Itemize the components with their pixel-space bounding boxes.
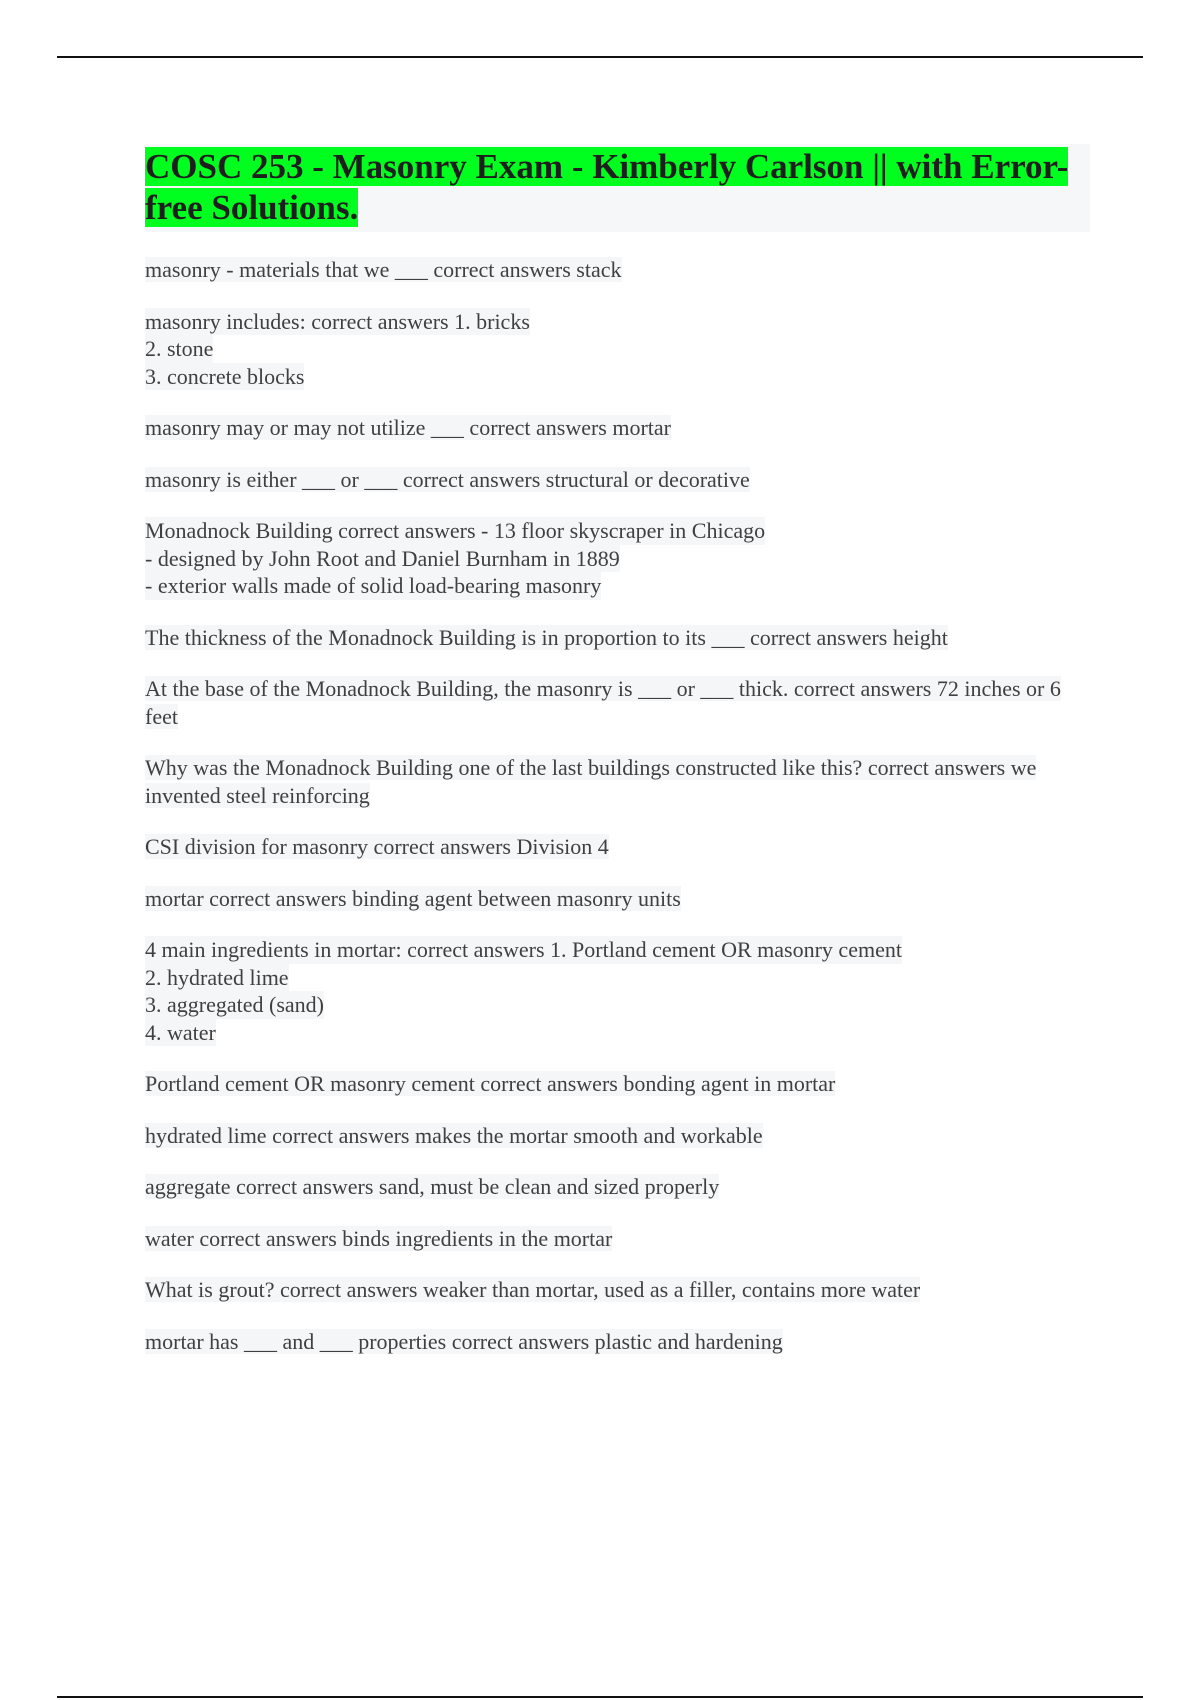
qa-line: CSI division for masonry correct answers Division 4 xyxy=(145,834,609,859)
qa-line: masonry is either ___ or ___ correct answers structural or decorative xyxy=(145,466,750,492)
qa-list xyxy=(145,256,1090,1355)
qa-line: Monadnock Building correct answers - 13 floor skyscraper in Chicago xyxy=(145,518,766,543)
qa-entry xyxy=(145,754,1090,809)
qa-line: 4 main ingredients in mortar: correct answers 1. Portland cement OR masonry cement xyxy=(145,937,902,962)
qa-line: masonry - materials that we ___ correct answers stack xyxy=(145,257,622,282)
qa-line: Why was the Monadnock Building one of the last buildings constructed like this? correct answers we invented steel reinforcing xyxy=(145,755,1037,808)
qa-line: The thickness of the Monadnock Building is in proportion to its ___ correct answers height xyxy=(145,624,948,650)
qa-line: aggregate correct answers sand, must be clean and sized properly xyxy=(145,1174,720,1199)
qa-line: water correct answers binds ingredients in the mortar xyxy=(145,1225,613,1251)
qa-line: 3. aggregated (sand) xyxy=(145,992,324,1017)
qa-entry xyxy=(145,466,1090,494)
qa-line: 3. concrete blocks xyxy=(145,363,305,389)
qa-entry xyxy=(145,1328,1090,1356)
qa-line: - designed by John Root and Daniel Burnham in 1889 xyxy=(145,545,620,571)
title-block xyxy=(145,144,1090,232)
qa-line: masonry may or may not utilize ___ correct answers mortar xyxy=(145,415,672,440)
qa-entry xyxy=(145,1173,1090,1201)
qa-line: masonry includes: correct answers 1. bricks xyxy=(145,308,530,334)
qa-line: hydrated lime correct answers makes the mortar smooth and workable xyxy=(145,1122,763,1148)
qa-line: mortar correct answers binding agent between masonry units xyxy=(145,885,681,911)
qa-entry xyxy=(145,885,1090,913)
document-title xyxy=(145,146,1090,228)
qa-entry xyxy=(145,624,1090,652)
qa-line: - exterior walls made of solid load-bearing masonry xyxy=(145,573,602,598)
top-rule xyxy=(57,56,1143,58)
qa-line: At the base of the Monadnock Building, the masonry is ___ or ___ thick. correct answers 72 inches or 6 feet xyxy=(145,676,1061,729)
qa-line: 4. water xyxy=(145,1019,216,1045)
document-body xyxy=(145,144,1090,1379)
qa-entry xyxy=(145,1070,1090,1098)
qa-entry xyxy=(145,1276,1090,1304)
qa-line: 2. hydrated lime xyxy=(145,964,289,990)
qa-entry xyxy=(145,414,1090,442)
qa-line: Portland cement OR masonry cement correct answers bonding agent in mortar xyxy=(145,1071,836,1096)
bottom-rule xyxy=(57,1696,1143,1698)
qa-entry xyxy=(145,517,1090,600)
qa-line: What is grout? correct answers weaker than mortar, used as a filler, contains more water xyxy=(145,1277,921,1302)
qa-entry xyxy=(145,833,1090,861)
qa-line: 2. stone xyxy=(145,336,214,361)
qa-entry xyxy=(145,256,1090,284)
qa-entry xyxy=(145,675,1090,730)
qa-entry xyxy=(145,1122,1090,1150)
document-title-text: COSC 253 - Masonry Exam - Kimberly Carlson || with Error-free Solutions. xyxy=(145,147,1069,227)
qa-line: mortar has ___ and ___ properties correct answers plastic and hardening xyxy=(145,1328,783,1354)
qa-entry xyxy=(145,1225,1090,1253)
qa-entry xyxy=(145,936,1090,1046)
qa-entry xyxy=(145,308,1090,391)
